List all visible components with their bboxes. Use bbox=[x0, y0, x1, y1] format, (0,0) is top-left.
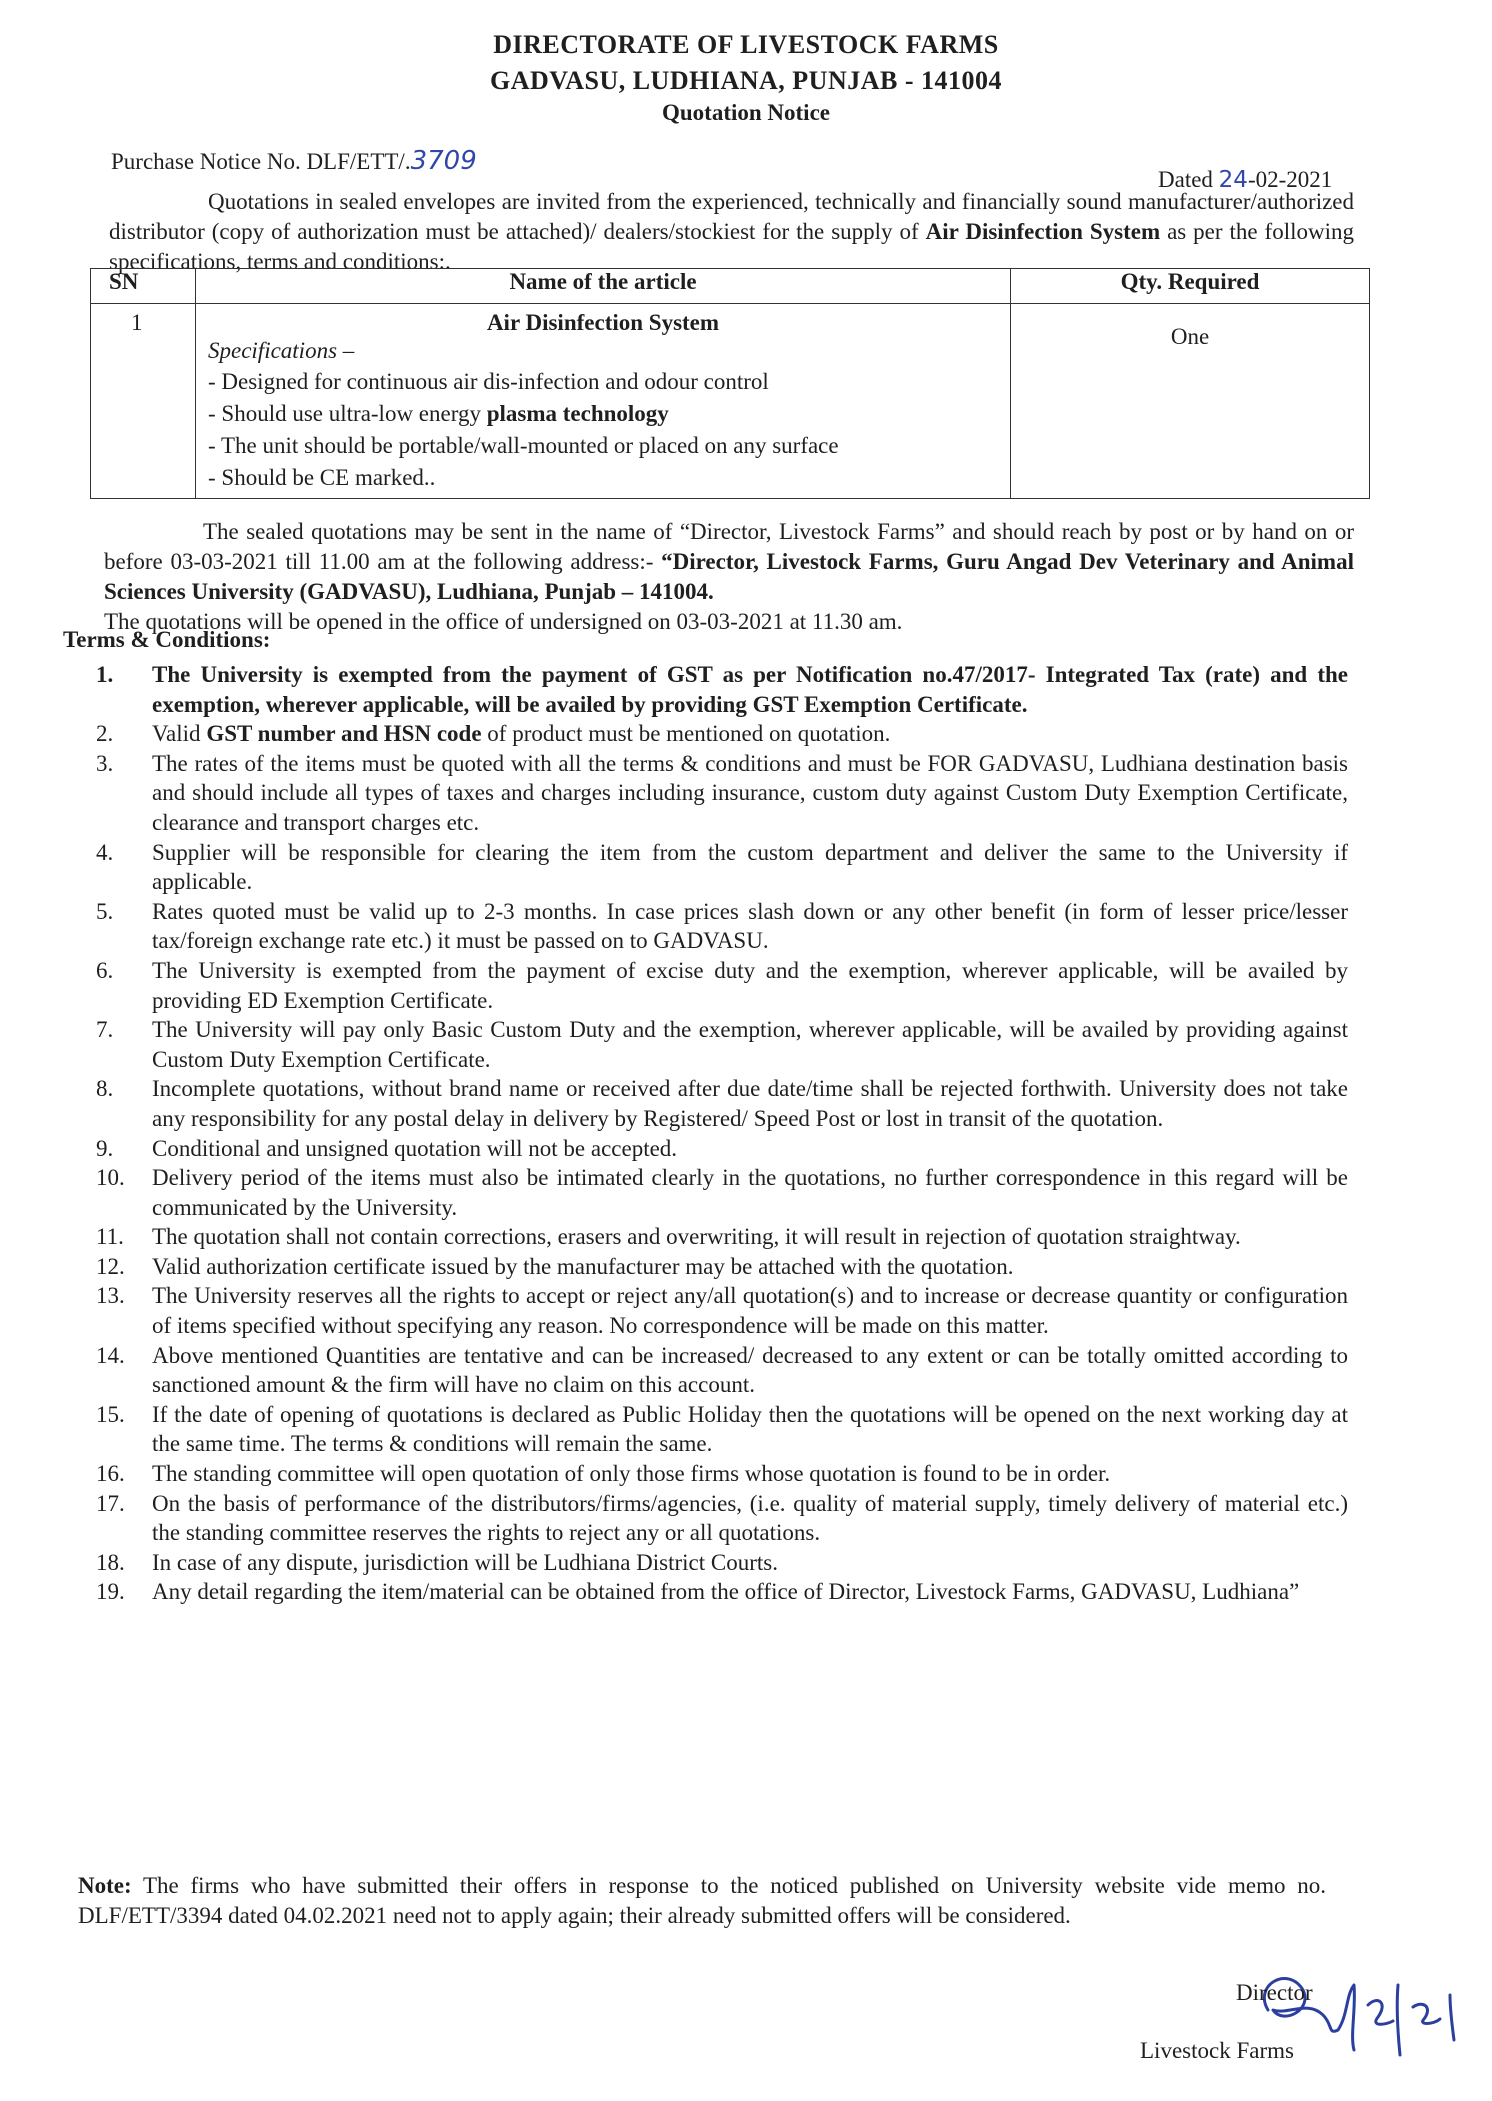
note-paragraph bbox=[78, 1871, 1326, 1931]
opening-info: The quotations will be opened in the office of undersigned on 03-03-2021 at 11.30 am. bbox=[104, 609, 903, 634]
intro-text-end: as per the following specifications, terms and conditions:. bbox=[109, 219, 1354, 274]
list-item bbox=[96, 719, 1348, 749]
org-title: DIRECTORATE OF LIVESTOCK FARMS bbox=[493, 30, 999, 59]
spec-item bbox=[208, 398, 1010, 430]
list-item bbox=[96, 1163, 1348, 1222]
terms-title: Terms & Conditions: bbox=[63, 627, 271, 652]
list-item bbox=[96, 1252, 1348, 1282]
term-text: Rates quoted must be valid up to 2-3 months. In case prices slash down or any other benefit (in form of lesser price/lesser tax/foreign exchange rate etc.) it must be passed on to GADVASU. bbox=[152, 898, 1348, 954]
term-number: 5. bbox=[96, 898, 114, 924]
term-text: Conditional and unsigned quotation will not be accepted. bbox=[152, 1135, 678, 1161]
term-number: 2. bbox=[96, 721, 114, 747]
term-number: 3. bbox=[96, 750, 114, 776]
list-item bbox=[96, 660, 1348, 719]
spec-item: - Designed for continuous air dis-infection and odour control bbox=[208, 369, 769, 394]
notice-title: Quotation Notice bbox=[661, 100, 830, 125]
term-number: 7. bbox=[96, 1017, 114, 1043]
submission-paragraph bbox=[104, 517, 1354, 637]
specification-table bbox=[90, 268, 1370, 499]
spec-item-text: - Should use ultra-low energy bbox=[208, 401, 487, 426]
list-item bbox=[96, 749, 1348, 838]
list-item bbox=[96, 956, 1348, 1015]
term-number: 11. bbox=[96, 1224, 124, 1250]
handwritten-notice-number: 3709 bbox=[410, 146, 477, 176]
header-article-name: Name of the article bbox=[196, 269, 1011, 304]
terms-list bbox=[96, 660, 1348, 1607]
header-qty: Qty. Required bbox=[1011, 269, 1370, 304]
term-number: 1. bbox=[96, 662, 114, 687]
list-item bbox=[96, 897, 1348, 956]
term-number: 14. bbox=[96, 1342, 125, 1368]
intro-item-name: Air Disinfection System bbox=[925, 219, 1161, 244]
term-text: Valid bbox=[152, 721, 207, 747]
term-text-bold: GST number and HSN code bbox=[206, 721, 482, 747]
handwritten-date-day: 24 bbox=[1218, 167, 1248, 193]
term-number: 10. bbox=[96, 1165, 125, 1191]
term-text: The quotation shall not contain corrections, erasers and overwriting, it will result in rejection of quotation straightway. bbox=[152, 1224, 1241, 1250]
list-item bbox=[96, 1074, 1348, 1133]
term-number: 17. bbox=[96, 1490, 125, 1516]
purchase-notice-label: Purchase Notice No. DLF/ETT/. bbox=[111, 149, 411, 174]
list-item bbox=[96, 1281, 1348, 1340]
article-name: Air Disinfection System bbox=[486, 310, 720, 335]
submission-address: “Director, Livestock Farms, Guru Angad Dev Veterinary and Animal Sciences University (GADVASU), Ludhiana, Punjab – 141004. bbox=[104, 549, 1354, 604]
specifications-heading: Specifications – bbox=[208, 338, 355, 363]
cell-article bbox=[196, 304, 1011, 499]
term-number: 6. bbox=[96, 957, 114, 983]
term-text: Incomplete quotations, without brand name or received after due date/time shall be rejected forthwith. University does not take any responsibility for any postal delay in delivery by Registered/ Speed Post or lost in transit of the quotation. bbox=[152, 1076, 1348, 1131]
cell-sn: 1 bbox=[91, 304, 196, 499]
table-row bbox=[91, 304, 1370, 499]
term-number: 13. bbox=[96, 1283, 125, 1309]
term-text: Any detail regarding the item/material can be obtained from the office of Director, Livestock Farms, GADVASU, Ludhiana” bbox=[152, 1579, 1300, 1605]
term-text: Delivery period of the items must also be intimated clearly in the quotations, no further correspondence in this regard will be communicated by the University. bbox=[152, 1165, 1348, 1220]
list-item bbox=[96, 1577, 1348, 1607]
spec-item: - Should be CE marked.. bbox=[208, 465, 436, 490]
term-text: Above mentioned Quantities are tentative and can be increased/ decreased to any extent or can be totally omitted according to sanctioned amount & the firm will have no claim on this account. bbox=[152, 1342, 1348, 1398]
intro-text: Quotations in sealed envelopes are invited from the experienced, technically and financially sound manufacturer/authorized distributor (copy of authorization must be attached)/ dealers/stockiest for the supply of bbox=[109, 189, 1354, 244]
term-text: The University will pay only Basic Custom Duty and the exemption, wherever applicable, will be availed by providing against Custom Duty Exemption Certificate. bbox=[152, 1017, 1348, 1072]
term-number: 18. bbox=[96, 1549, 125, 1575]
term-text: Supplier will be responsible for clearing the item from the custom department and deliver the same to the University if applicable. bbox=[152, 839, 1348, 895]
list-item bbox=[96, 1489, 1348, 1548]
term-text: The University is exempted from the payment of excise duty and the exemption, wherever applicable, will be availed by providing ED Exemption Certificate. bbox=[152, 957, 1348, 1013]
term-text: The University reserves all the rights to accept or reject any/all quotation(s) and to increase or decrease quantity or configuration of items specified without specifying any reason. No correspondence will be made on this matter. bbox=[152, 1283, 1348, 1339]
cell-qty: One bbox=[1011, 304, 1370, 499]
term-text: The rates of the items must be quoted with all the terms & conditions and must be FOR GADVASU, Ludhiana destination basis and should include all types of taxes and charges including insurance, custom duty against Custom Duty Exemption Certificate, clearance and transport charges etc. bbox=[152, 750, 1348, 835]
spec-item: - The unit should be portable/wall-mounted or placed on any surface bbox=[208, 433, 839, 458]
term-text: If the date of opening of quotations is declared as Public Holiday then the quotations will be opened on the next working day at the same time. The terms & conditions will remain the same. bbox=[152, 1401, 1348, 1457]
list-item bbox=[96, 1400, 1348, 1459]
term-number: 9. bbox=[96, 1135, 114, 1161]
note-label: Note: bbox=[78, 1873, 132, 1898]
term-number: 8. bbox=[96, 1076, 114, 1102]
term-text: Valid authorization certificate issued by the manufacturer may be attached with the quotation. bbox=[152, 1253, 1014, 1279]
term-text: The standing committee will open quotation of only those firms whose quotation is found to be in order. bbox=[152, 1461, 1111, 1487]
list-item bbox=[96, 1134, 1348, 1164]
intro-paragraph bbox=[109, 187, 1354, 277]
term-text: In case of any dispute, jurisdiction will be Ludhiana District Courts. bbox=[152, 1549, 778, 1575]
table-header-row bbox=[91, 269, 1370, 304]
term-text: The University is exempted from the payment of GST as per Notification no.47/2017- Integrated Tax (rate) and the exemption, wherever applicable, will be availed by providing GST Exemption Certificate. bbox=[152, 662, 1348, 717]
term-text: On the basis of performance of the distributors/firms/agencies, (i.e. quality of material supply, timely delivery of material etc.) the standing committee reserves the rights to reject any or all quotations. bbox=[152, 1490, 1348, 1546]
org-address: GADVASU, LUDHIANA, PUNJAB - 141004 bbox=[490, 66, 1002, 95]
spec-item-bold: plasma technology bbox=[486, 401, 669, 426]
note-text: The firms who have submitted their offers in response to the noticed published on University website vide memo no. DLF/ETT/3394 dated 04.02.2021 need not to apply again; their already submitted offers will be considered. bbox=[78, 1873, 1326, 1928]
submission-text: The sealed quotations may be sent in the name of “Director, Livestock Farms” and should reach by post or by hand on or before 03-03-2021 till 11.00 am at the following address:- bbox=[104, 519, 1354, 574]
list-item bbox=[96, 1222, 1348, 1252]
date-label: Dated bbox=[1158, 167, 1219, 192]
purchase-notice-number bbox=[111, 146, 477, 176]
signatory-title: Director bbox=[1236, 1980, 1313, 2005]
list-item bbox=[96, 1015, 1348, 1074]
term-number: 16. bbox=[96, 1461, 125, 1487]
term-number: 19. bbox=[96, 1579, 125, 1605]
date-rest: -02-2021 bbox=[1247, 167, 1333, 192]
term-number: 15. bbox=[96, 1401, 125, 1427]
list-item bbox=[96, 1341, 1348, 1400]
term-text: of product must be mentioned on quotation. bbox=[481, 721, 891, 747]
list-item bbox=[96, 1548, 1348, 1578]
term-number: 12. bbox=[96, 1253, 125, 1279]
specifications-list bbox=[196, 366, 1010, 494]
list-item bbox=[96, 838, 1348, 897]
term-number: 4. bbox=[96, 839, 114, 865]
header-sn: SN bbox=[91, 269, 196, 304]
list-item bbox=[96, 1459, 1348, 1489]
signatory-org: Livestock Farms bbox=[1140, 2038, 1294, 2063]
